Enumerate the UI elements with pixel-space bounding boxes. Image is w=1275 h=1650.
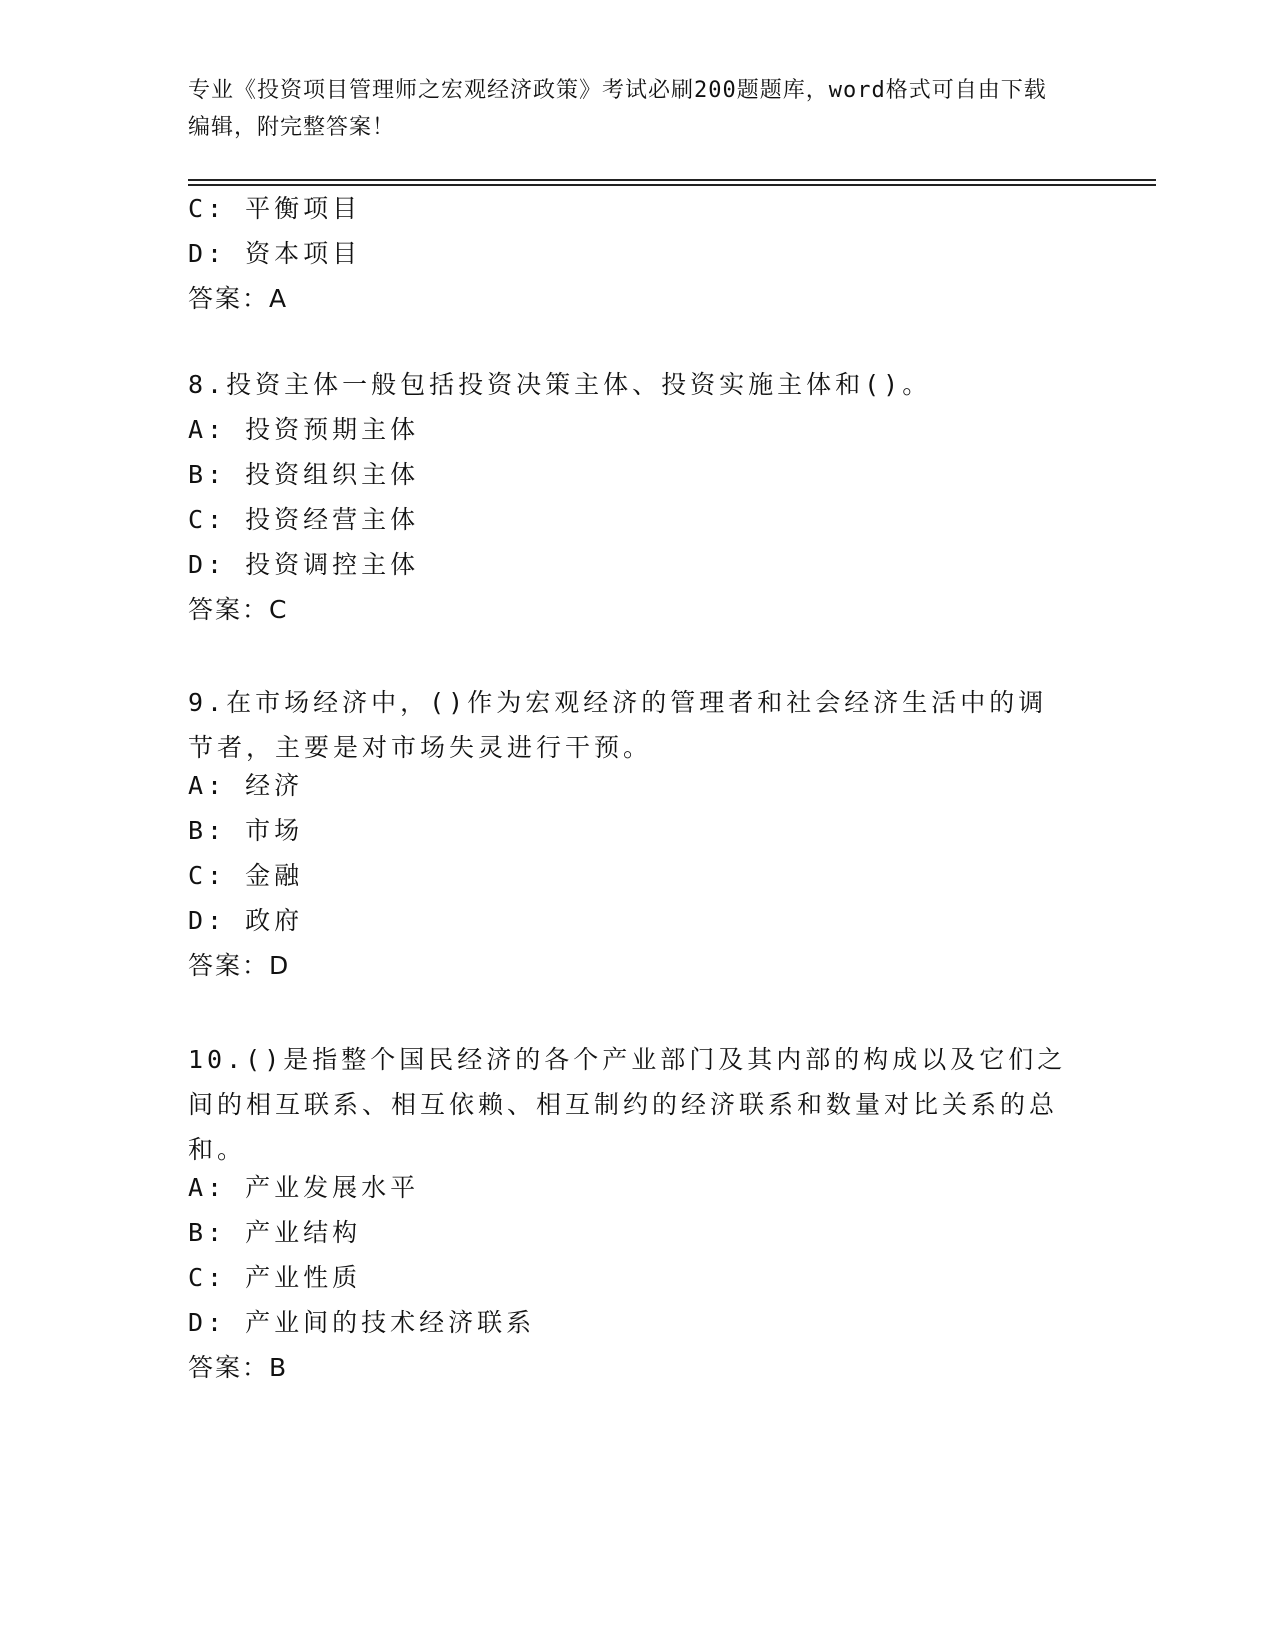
header-rule-top — [188, 179, 1156, 181]
question-10-option-c: C: 产业性质 — [188, 1263, 362, 1292]
question-10-answer: 答案：B — [188, 1353, 289, 1382]
question-9-option-d: D: 政府 — [188, 906, 304, 935]
question-9-option-a: A: 经济 — [188, 771, 304, 800]
question-10-option-b: B: 产业结构 — [188, 1218, 362, 1247]
option-d: D: 资本项目 — [188, 239, 362, 268]
question-8-answer: 答案：C — [188, 595, 289, 624]
answer-line: 答案：A — [188, 284, 289, 313]
question-10-option-a: A: 产业发展水平 — [188, 1173, 420, 1202]
header-rule-bottom — [188, 184, 1156, 186]
question-8-option-d: D: 投资调控主体 — [188, 550, 420, 579]
question-9-text: 9.在市场经济中，()作为宏观经济的管理者和社会经济生活中的调节者，主要是对市场失灵进行干预。 — [188, 688, 1048, 762]
question-9-answer: 答案：D — [188, 951, 291, 980]
document-header: 专业《投资项目管理师之宏观经济政策》考试必刷200题题库，word格式可自由下载编辑，附完整答案！ — [188, 78, 1047, 140]
question-9-option-b: B: 市场 — [188, 816, 304, 845]
question-8-text: 8.投资主体一般包括投资决策主体、投资实施主体和()。 — [188, 370, 932, 399]
question-8-option-a: A: 投资预期主体 — [188, 415, 420, 444]
option-c: C: 平衡项目 — [188, 194, 362, 223]
question-9-option-c: C: 金融 — [188, 861, 304, 890]
question-8-option-c: C: 投资经营主体 — [188, 505, 420, 534]
question-8-option-b: B: 投资组织主体 — [188, 460, 420, 489]
question-10-option-d: D: 产业间的技术经济联系 — [188, 1308, 536, 1337]
question-10-text: 10.()是指整个国民经济的各个产业部门及其内部的构成以及它们之间的相互联系、相互依赖、相互制约的经济联系和数量对比关系的总和。 — [188, 1045, 1067, 1164]
